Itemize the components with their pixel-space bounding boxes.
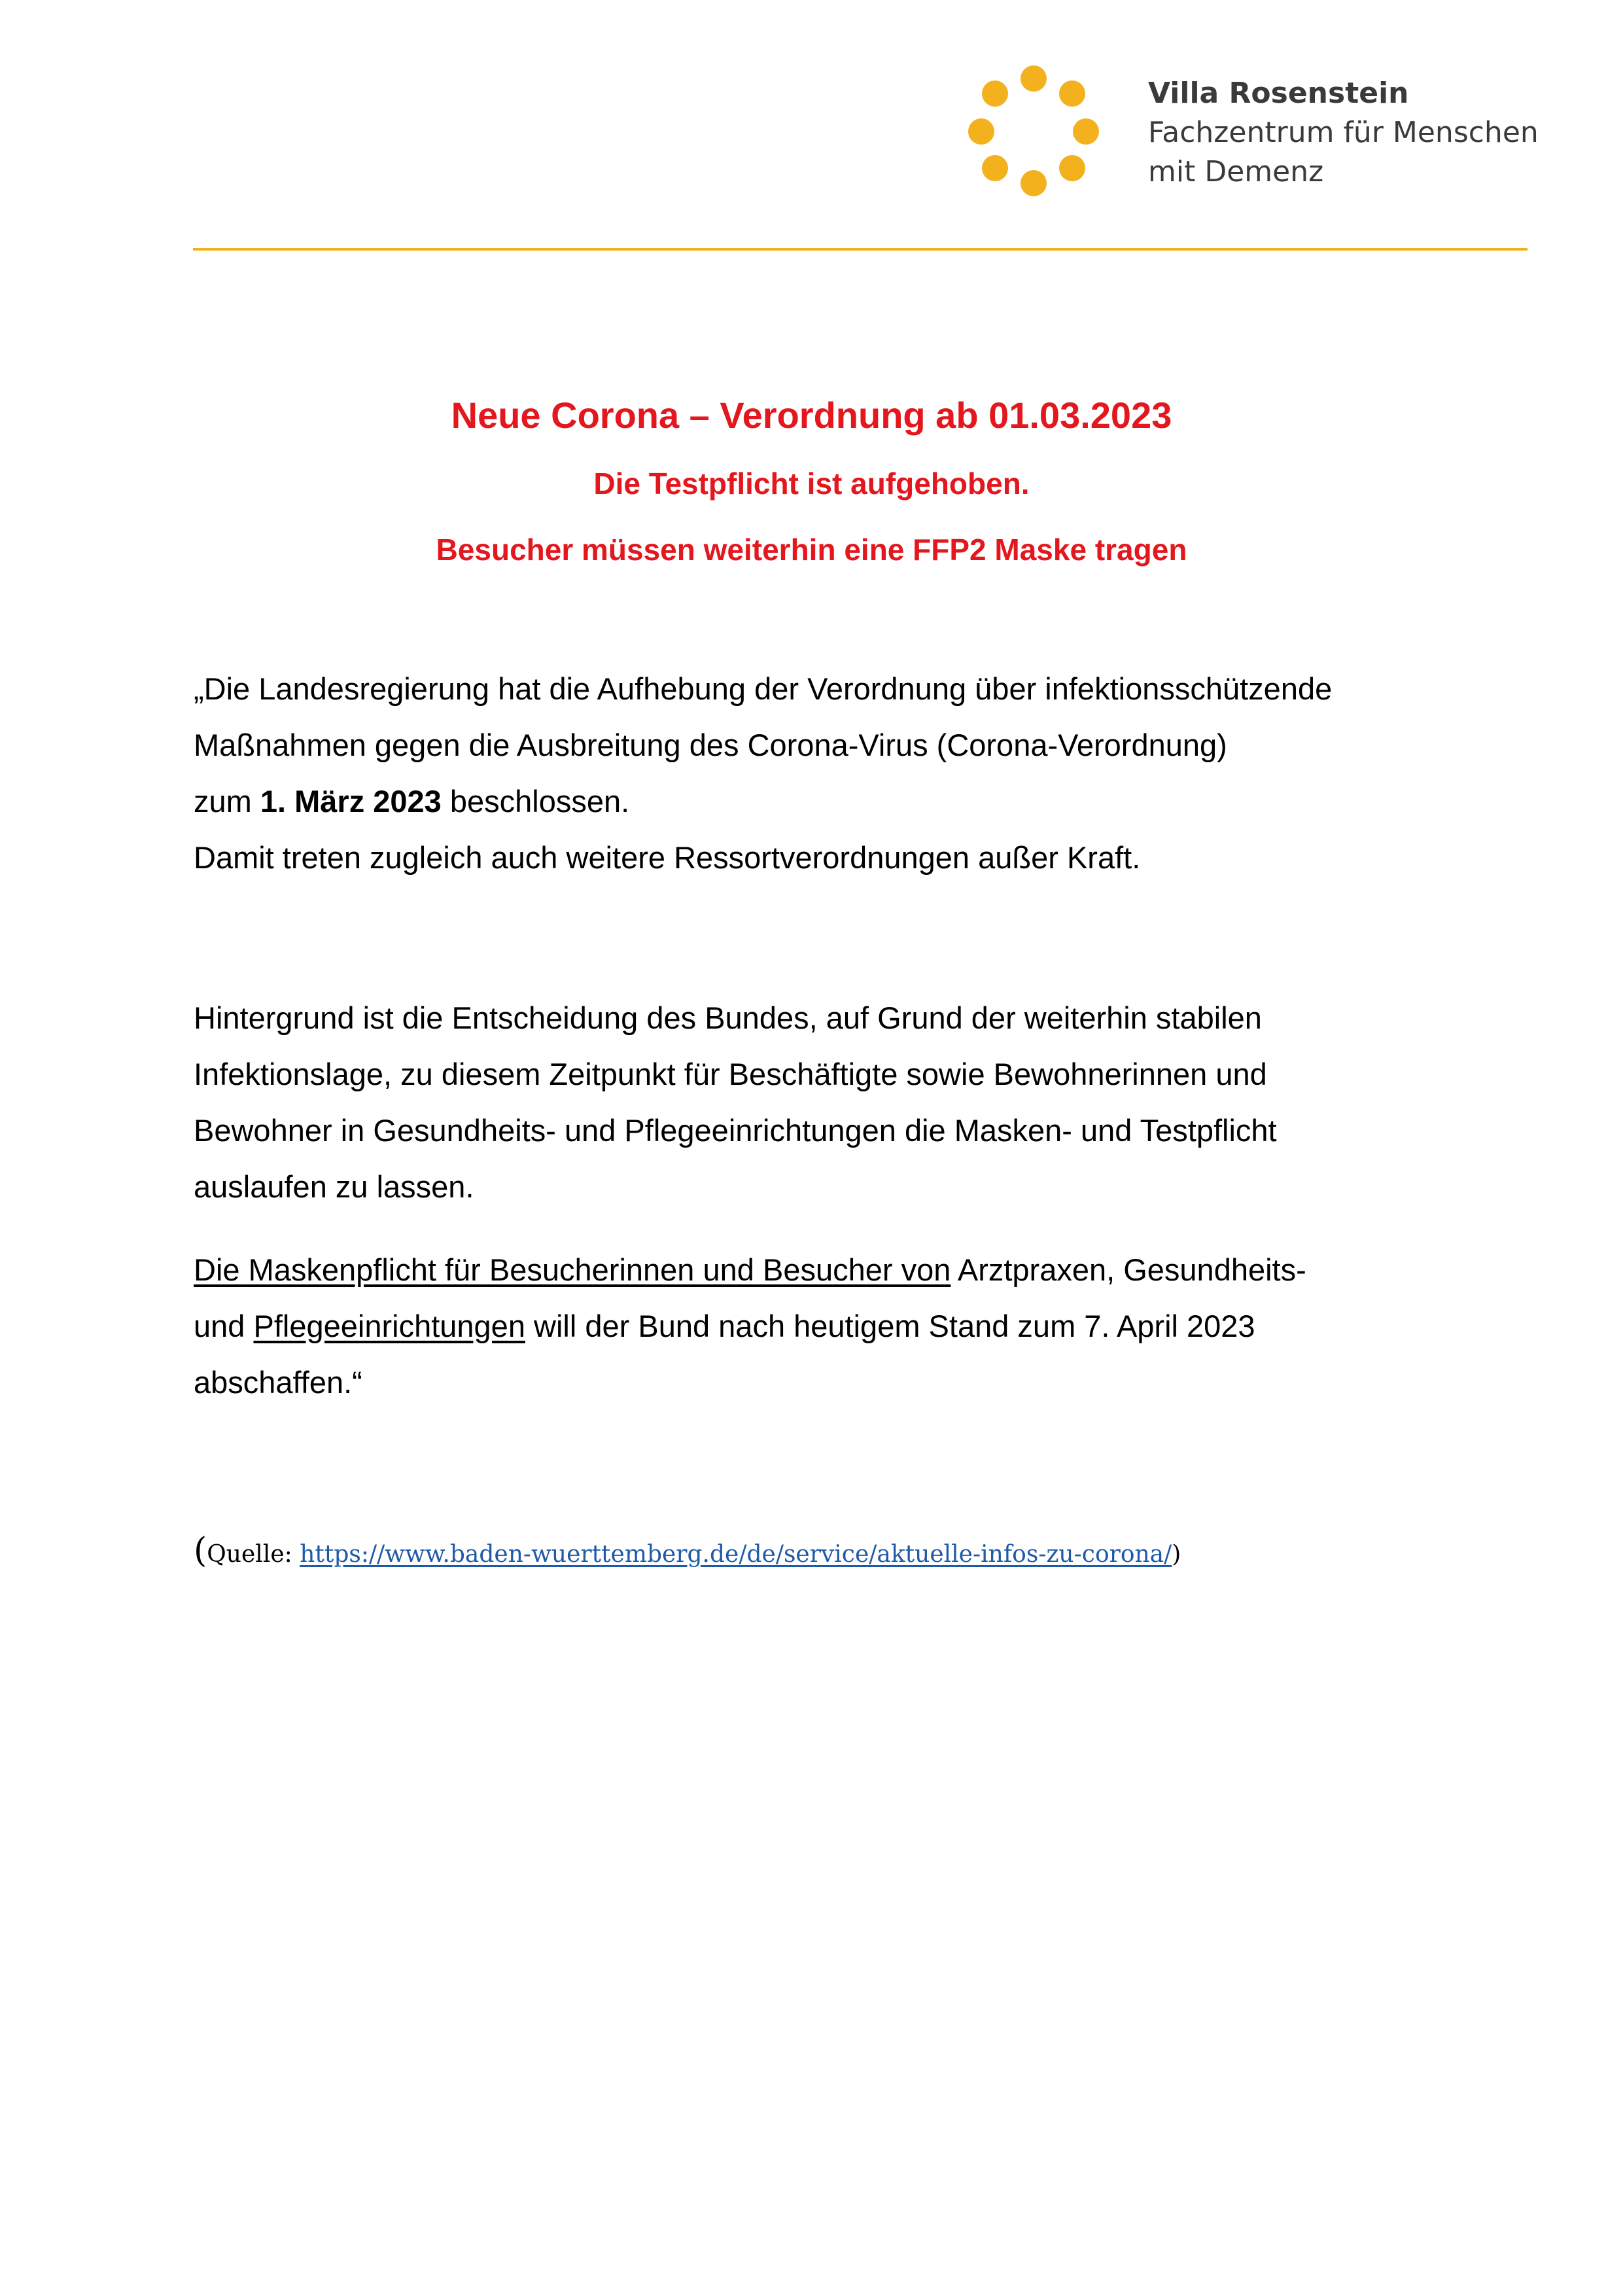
source-label: Quelle: [207, 1541, 300, 1568]
sun-dots-logo-icon [962, 62, 1112, 206]
paragraph-line [194, 1298, 1502, 1354]
paragraph-line: Bewohner in Gesundheits- und Pflegeeinrichtungen die Masken- und Testpflicht [194, 1113, 1277, 1148]
subtitle-testing: Die Testpflicht ist aufgehoben. [593, 467, 1030, 501]
underlined-text: Die Maskenpflicht für Besucherinnen und Besucher von [194, 1252, 951, 1287]
paragraph-line: abschaffen.“ [194, 1365, 362, 1400]
source-link[interactable]: https://www.baden-wuerttemberg.de/de/service/aktuelle-infos-zu-corona/ [300, 1541, 1172, 1568]
organization-tagline-line2: mit Demenz [1148, 155, 1324, 188]
text-segment: will der Bund nach heutigem Stand zum 7. April 2023 [525, 1309, 1255, 1343]
paragraph-line: „Die Landesregierung hat die Aufhebung der Verordnung über infektionsschützende [194, 671, 1333, 706]
paragraph-line: auslaufen zu lassen. [194, 1169, 474, 1204]
organization-name: Villa Rosenstein [1148, 77, 1409, 110]
organization-tagline-line1: Fachzentrum für Menschen [1148, 116, 1539, 149]
paragraph-line: Infektionslage, zu diesem Zeitpunkt für Beschäftigte sowie Bewohnerinnen und [194, 1057, 1267, 1091]
date-highlight: 1. März 2023 [260, 784, 442, 819]
source-citation [194, 1531, 1181, 1570]
text-segment: zum [194, 784, 260, 819]
paragraph-line: Hintergrund ist die Entscheidung des Bundes, auf Grund der weiterhin stabilen [194, 1000, 1262, 1035]
paragraph-line: Maßnahmen gegen die Ausbreitung des Corona-Virus (Corona-Verordnung) [194, 728, 1227, 762]
paragraph-line [194, 773, 1502, 830]
subtitle-mask: Besucher müssen weiterhin eine FFP2 Maske tragen [436, 533, 1187, 567]
underlined-text: Pflegeeinrichtungen [253, 1309, 525, 1343]
paragraph-regulation [194, 661, 1502, 886]
paragraph-mask-rule [194, 1242, 1502, 1411]
page-title: Neue Corona – Verordnung ab 01.03.2023 [451, 395, 1172, 436]
text-segment: beschlossen. [441, 784, 630, 819]
open-paren: ( [194, 1531, 207, 1570]
header-divider [193, 248, 1527, 251]
paragraph-line [194, 1242, 1502, 1298]
logo-mark [962, 62, 1112, 206]
logo-text [1148, 74, 1539, 192]
text-segment: Arztpraxen, Gesundheits- [951, 1252, 1306, 1287]
text-segment: und [194, 1309, 254, 1343]
paragraph-line: Damit treten zugleich auch weitere Ressortverordnungen außer Kraft. [194, 840, 1141, 875]
paragraph-background [194, 990, 1502, 1215]
close-paren: ) [1172, 1541, 1181, 1568]
